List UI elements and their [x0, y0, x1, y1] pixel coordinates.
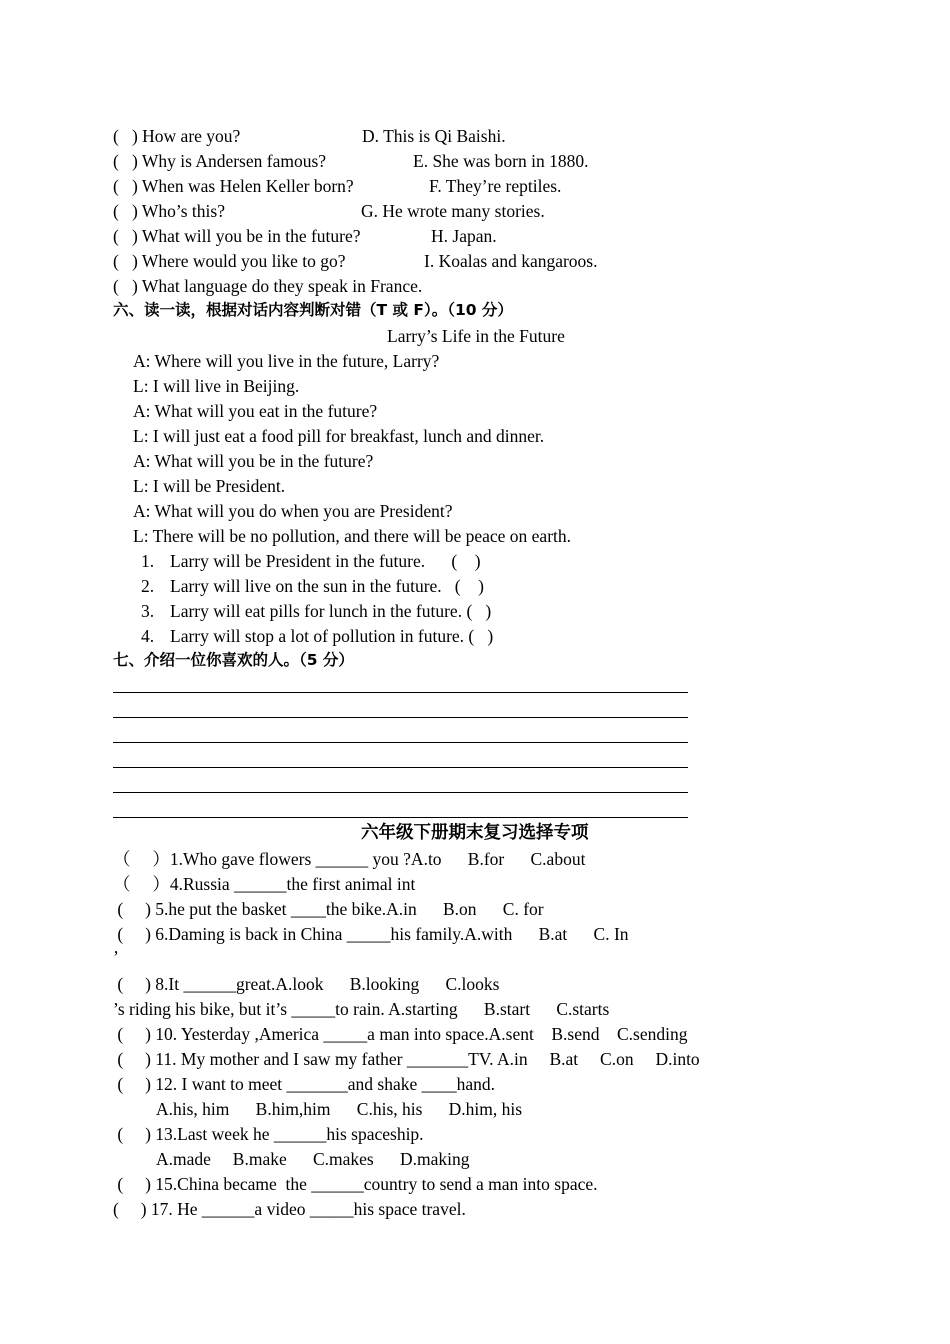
dialogue-line: A: What will you be in the future? — [133, 451, 374, 471]
section-seven-heading: 七、介绍一位你喜欢的人。（5 分） — [113, 651, 354, 669]
writing-line — [113, 792, 688, 793]
matching-answer: H. Japan. — [431, 226, 497, 246]
review-question: ( ) 11. My mother and I saw my father _______TV. A.in B.at C.on D.into — [113, 1049, 700, 1069]
matching-answer: E. She was born in 1880. — [413, 151, 589, 171]
writing-line — [113, 692, 688, 693]
review-question: ( ) 8.It ______great.A.look B.looking C.looks — [113, 974, 500, 994]
matching-answer: D. This is Qi Baishi. — [362, 126, 506, 146]
review-question: ’s riding his bike, but it’s _____to rain. A.starting B.start C.starts — [113, 999, 610, 1019]
statement-number: 4. — [141, 626, 155, 646]
matching-question: ( ) Who’s this? — [113, 201, 225, 221]
writing-line — [113, 767, 688, 768]
statement-item — [141, 599, 491, 624]
matching-question: ( ) How are you? — [113, 126, 241, 146]
matching-row — [113, 249, 345, 274]
statement-item — [141, 624, 493, 649]
matching-answer: I. Koalas and kangaroos. — [424, 251, 598, 271]
review-question: ( ) 6.Daming is back in China _____his family.A.with B.at C. In — [113, 924, 629, 944]
matching-answer: G. He wrote many stories. — [361, 201, 545, 221]
dialogue-line: L: There will be no pollution, and there will be peace on earth. — [133, 526, 572, 546]
matching-question: ( ) When was Helen Keller born? — [113, 176, 354, 196]
statement-number: 1. — [141, 551, 155, 571]
writing-line — [113, 742, 688, 743]
matching-row — [113, 149, 326, 174]
review-title: 六年级下册期末复习选择专项 — [361, 823, 589, 843]
statement-number: 3. — [141, 601, 155, 621]
review-options: A.his, him B.him,him C.his, his D.him, his — [156, 1099, 523, 1119]
matching-question: ( ) What language do they speak in France. — [113, 276, 423, 296]
matching-row — [113, 199, 225, 224]
review-question: ( ) 13.Last week he ______his spaceship. — [113, 1124, 424, 1144]
statement-item — [141, 549, 481, 574]
statement-text: Larry will stop a lot of pollution in future. ( ) — [170, 626, 494, 646]
statement-item — [141, 574, 484, 599]
matching-row — [113, 174, 354, 199]
dialogue-line: A: What will you do when you are President? — [133, 501, 453, 521]
matching-question: ( ) Why is Andersen famous? — [113, 151, 327, 171]
writing-line — [113, 817, 688, 818]
matching-row — [113, 274, 422, 299]
writing-line — [113, 717, 688, 718]
matching-row — [113, 224, 361, 249]
dialogue-line: A: Where will you live in the future, Larry? — [133, 351, 440, 371]
review-question: ( ) 5.he put the basket ____the bike.A.in B.on C. for — [113, 899, 544, 919]
matching-question: ( ) Where would you like to go? — [113, 251, 346, 271]
review-question: ( ) 17. He ______a video _____his space travel. — [113, 1199, 466, 1219]
dialogue-line: L: I will be President. — [133, 476, 286, 496]
review-question: （ ）4.Russia ______the first animal int — [113, 874, 416, 894]
passage-title: Larry’s Life in the Future — [387, 326, 565, 346]
review-question: ( ) 10. Yesterday ,America _____a man into space.A.sent B.send C.sending — [113, 1024, 688, 1044]
review-question: ( ) 15.China became the ______country to send a man into space. — [113, 1174, 598, 1194]
review-fragment: ’ — [113, 947, 119, 967]
dialogue-line: A: What will you eat in the future? — [133, 401, 378, 421]
statement-text: Larry will eat pills for lunch in the future. ( ) — [170, 601, 492, 621]
section-six-heading: 六、读一读，根据对话内容判断对错（T 或 F）。（10 分） — [113, 301, 513, 319]
dialogue-line: L: I will just eat a food pill for breakfast, lunch and dinner. — [133, 426, 545, 446]
statement-text: Larry will live on the sun in the future. ( ) — [170, 576, 484, 596]
review-options: A.made B.make C.makes D.making — [156, 1149, 470, 1169]
statement-number: 2. — [141, 576, 155, 596]
matching-question: ( ) What will you be in the future? — [113, 226, 361, 246]
statement-text: Larry will be President in the future. ( ) — [170, 551, 481, 571]
review-question: ( ) 12. I want to meet _______and shake ____hand. — [113, 1074, 496, 1094]
matching-row — [113, 124, 240, 149]
review-question: （ ）1.Who gave flowers ______ you ?A.to B.for C.about — [113, 849, 586, 869]
matching-answer: F. They’re reptiles. — [429, 176, 562, 196]
dialogue-line: L: I will live in Beijing. — [133, 376, 300, 396]
